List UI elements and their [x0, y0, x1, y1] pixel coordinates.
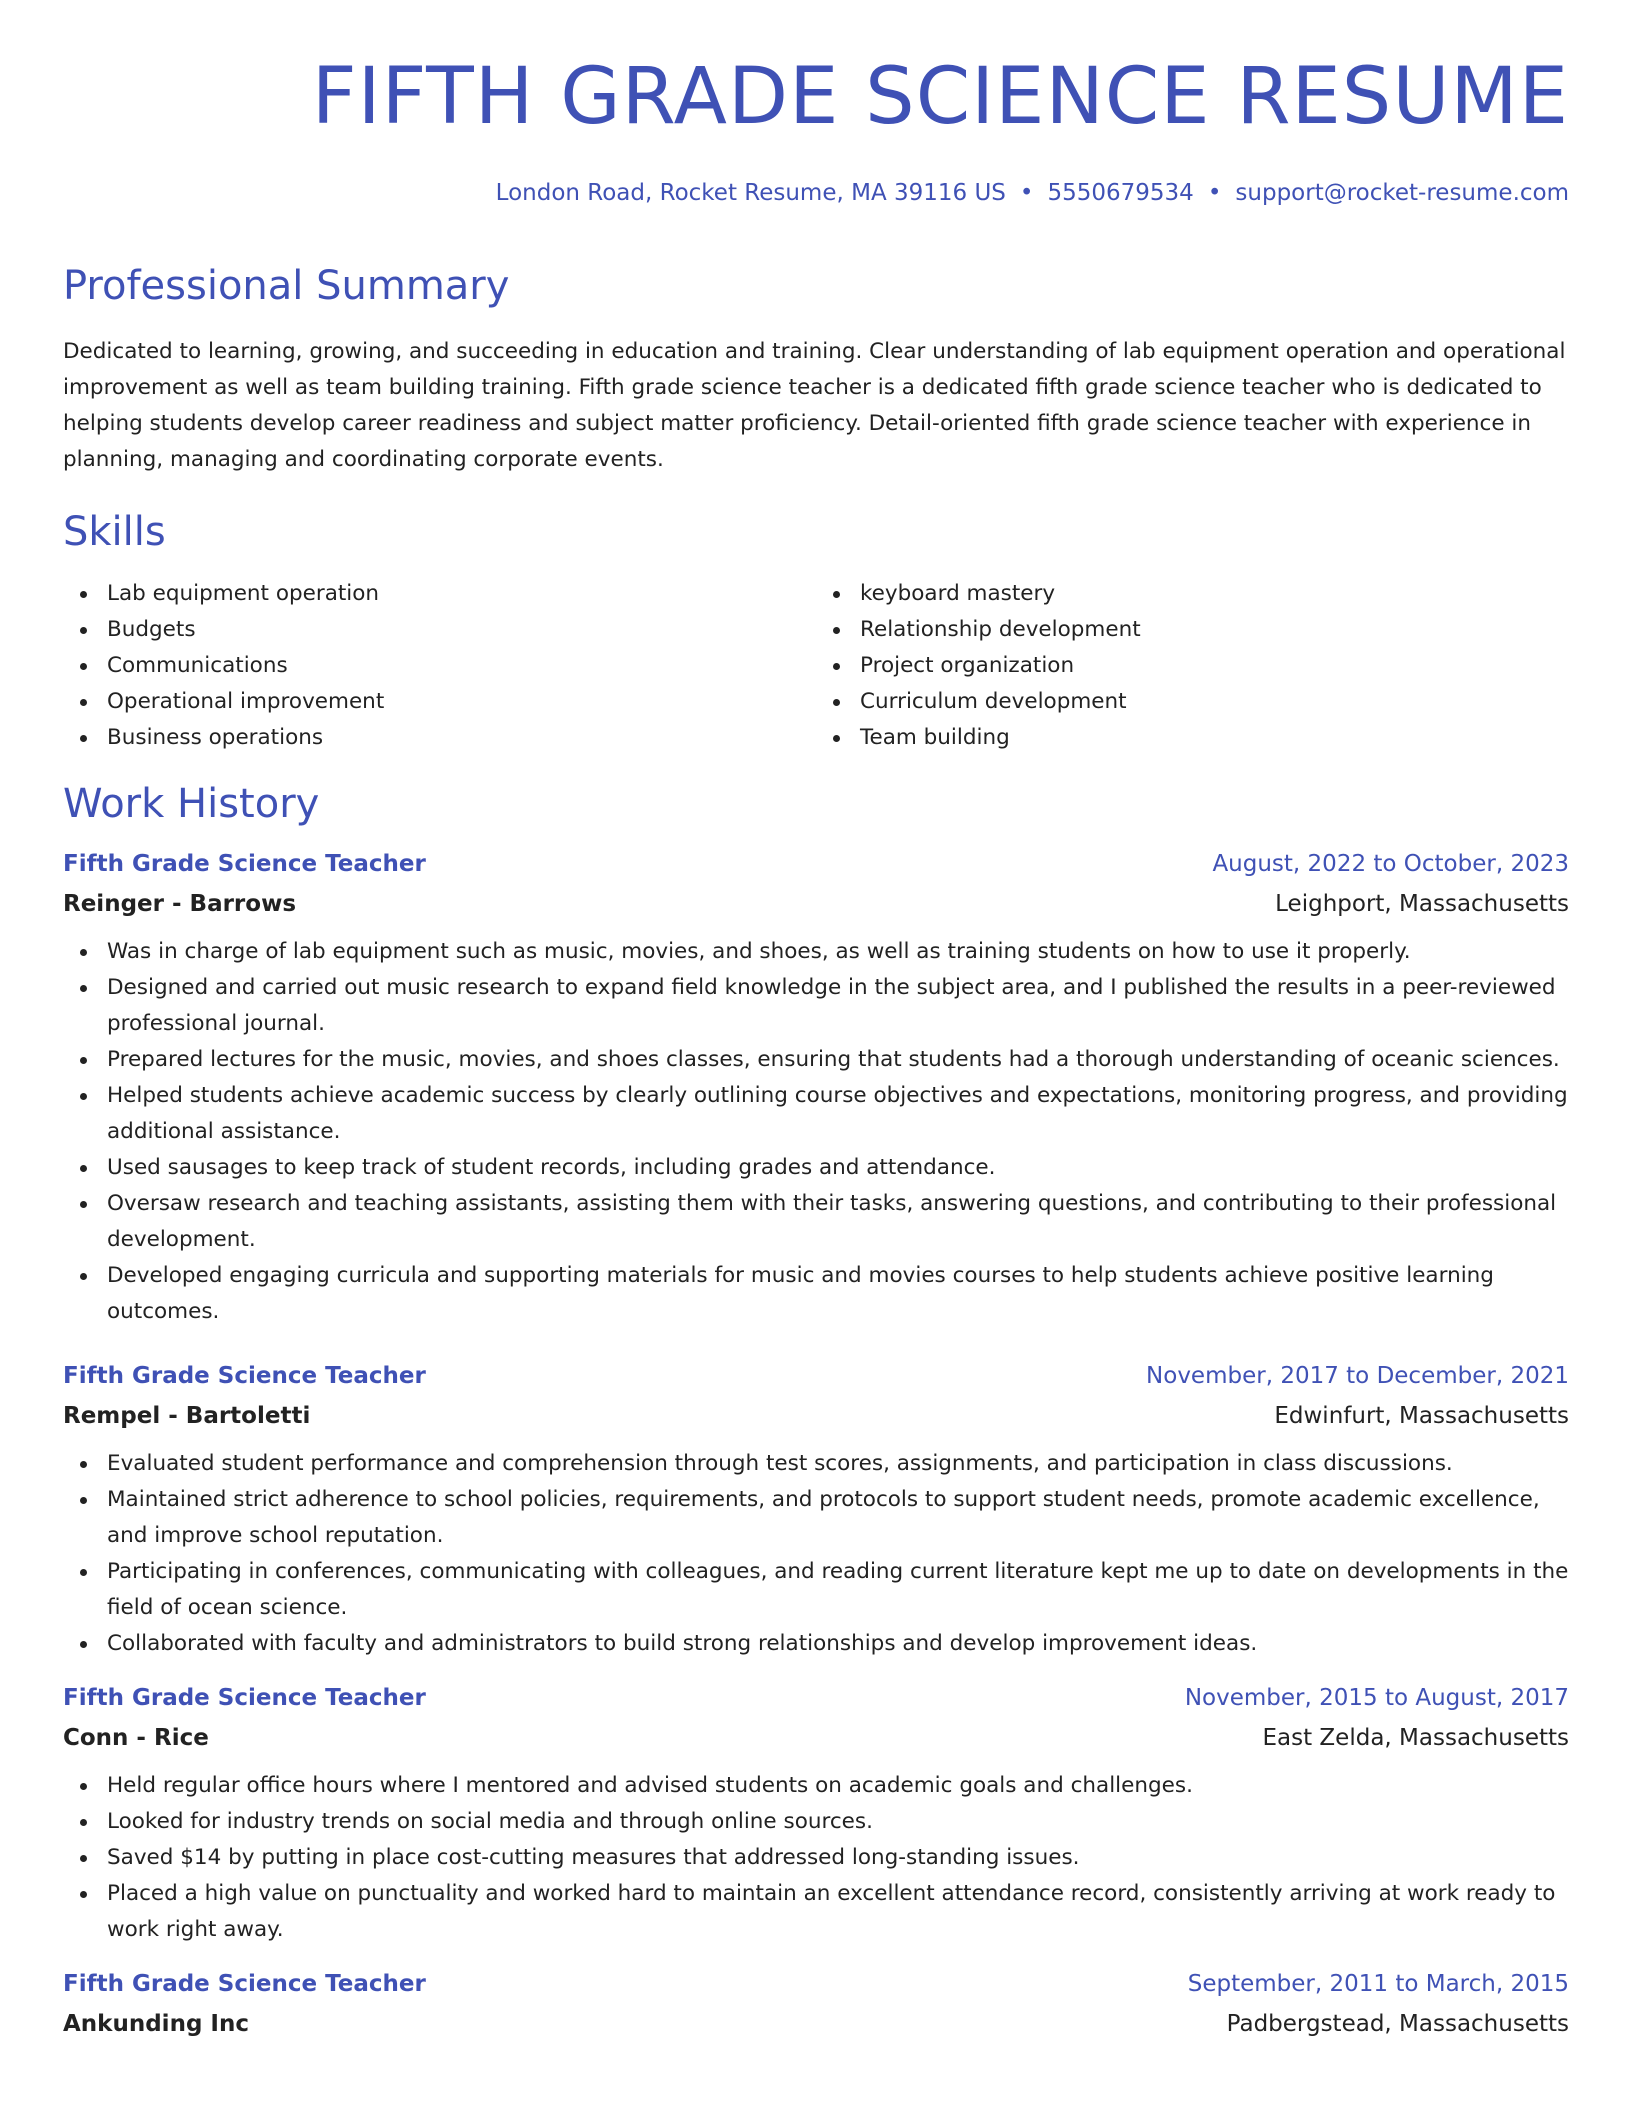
job-bullet: Collaborated with faculty and administrators to build strong relationships and develop improvement ideas.: [63, 1626, 1569, 1662]
job-bullet: Saved $14 by putting in place cost-cutting measures that addressed long-standing issues.: [63, 1840, 1569, 1876]
job-bullet: Oversaw research and teaching assistants, assisting them with their tasks, answering questions, and contributing to their professional development.: [63, 1186, 1569, 1258]
job-bullet: Prepared lectures for the music, movies, and shoes classes, ensuring that students had a thorough understanding of oceanic sciences.: [63, 1042, 1569, 1078]
job-location: Leighport, Massachusetts: [1275, 891, 1569, 917]
skills-heading: Skills: [63, 509, 166, 555]
skills-column-right: [816, 576, 1569, 756]
skill-item: keyboard mastery: [816, 576, 1569, 612]
skill-item: Lab equipment operation: [63, 576, 816, 612]
skill-item: Project organization: [816, 648, 1569, 684]
job-title: Fifth Grade Science Teacher: [63, 1363, 426, 1389]
job-location: East Zelda, Massachusetts: [1262, 1725, 1569, 1751]
job-bullets: [63, 1446, 1569, 1662]
job-company: Rempel - Bartoletti: [63, 1403, 311, 1429]
skill-item: Communications: [63, 648, 816, 684]
job-bullet: Designed and carried out music research to expand field knowledge in the subject area, and I published the results in a peer-reviewed professional journal.: [63, 970, 1569, 1042]
job-bullets: [63, 1768, 1569, 1948]
job-dates: August, 2022 to October, 2023: [1212, 851, 1569, 877]
skill-item: Relationship development: [816, 612, 1569, 648]
contact-line: [63, 160, 1569, 248]
job-entry: [63, 1678, 1569, 1948]
skill-item: Team building: [816, 720, 1569, 756]
summary-text: Dedicated to learning, growing, and succeeding in education and training. Clear understanding of lab equipment operation and operational improvement as well as team building training. Fifth grade science teacher is a dedicated fifth grade science teacher who is dedicated to helping students develop career readiness and subject matter proficiency. Detail-oriented fifth grade science teacher with experience in planning, managing and coordinating corporate events.: [63, 339, 1566, 472]
job-dates: November, 2015 to August, 2017: [1184, 1685, 1569, 1711]
job-title: Fifth Grade Science Teacher: [63, 851, 426, 877]
job-bullet: Helped students achieve academic success by clearly outlining course objectives and expectations, monitoring progress, and providing additional assistance.: [63, 1078, 1569, 1150]
job-title: Fifth Grade Science Teacher: [63, 1971, 426, 1997]
job-bullet: Evaluated student performance and comprehension through test scores, assignments, and participation in class discussions.: [63, 1446, 1569, 1482]
job-bullet: Used sausages to keep track of student records, including grades and attendance.: [63, 1150, 1569, 1186]
skill-item: Operational improvement: [63, 684, 816, 720]
job-title: Fifth Grade Science Teacher: [63, 1685, 426, 1711]
job-bullet: Maintained strict adherence to school policies, requirements, and protocols to support student needs, promote academic excellence, and improve school reputation.: [63, 1482, 1569, 1554]
summary-heading: Professional Summary: [63, 263, 510, 309]
contact-address: London Road, Rocket Resume, MA 39116 US: [495, 180, 1006, 206]
job-bullets: [63, 934, 1569, 1330]
separator-dot: •: [1019, 180, 1034, 206]
skill-item: Business operations: [63, 720, 816, 756]
contact-email: support@rocket-resume.com: [1235, 180, 1569, 206]
job-dates: September, 2011 to March, 2015: [1187, 1971, 1569, 1997]
skill-item: Budgets: [63, 612, 816, 648]
job-bullet: Placed a high value on punctuality and worked hard to maintain an excellent attendance record, consistently arriving at work ready to work right away.: [63, 1876, 1569, 1948]
resume-title: FIFTH GRADE SCIENCE RESUME: [311, 52, 1569, 142]
job-location: Edwinfurt, Massachusetts: [1274, 1403, 1569, 1429]
job-bullet: Held regular office hours where I mentored and advised students on academic goals and challenges.: [63, 1768, 1569, 1804]
job-dates: November, 2017 to December, 2021: [1146, 1363, 1569, 1389]
job-entry: [63, 1356, 1569, 1662]
job-company: Conn - Rice: [63, 1725, 209, 1751]
job-bullet: Looked for industry trends on social media and through online sources.: [63, 1804, 1569, 1840]
job-bullet: Developed engaging curricula and supporting materials for music and movies courses to help students achieve positive learning outcomes.: [63, 1258, 1569, 1330]
job-bullet: Participating in conferences, communicating with colleagues, and reading current literature kept me up to date on developments in the field of ocean science.: [63, 1554, 1569, 1626]
job-bullet: Was in charge of lab equipment such as music, movies, and shoes, as well as training students on how to use it properly.: [63, 934, 1569, 970]
job-entry: [63, 1964, 1569, 2044]
skills-list: [63, 576, 1569, 756]
job-company: Reinger - Barrows: [63, 891, 297, 917]
skill-item: Curriculum development: [816, 684, 1569, 720]
separator-dot: •: [1207, 180, 1222, 206]
job-company: Ankunding Inc: [63, 2011, 249, 2037]
job-location: Padbergstead, Massachusetts: [1226, 2011, 1569, 2037]
work-history-heading: Work History: [63, 781, 320, 827]
job-entry: [63, 844, 1569, 1330]
skills-column-left: [63, 576, 816, 756]
contact-phone: 5550679534: [1047, 180, 1194, 206]
